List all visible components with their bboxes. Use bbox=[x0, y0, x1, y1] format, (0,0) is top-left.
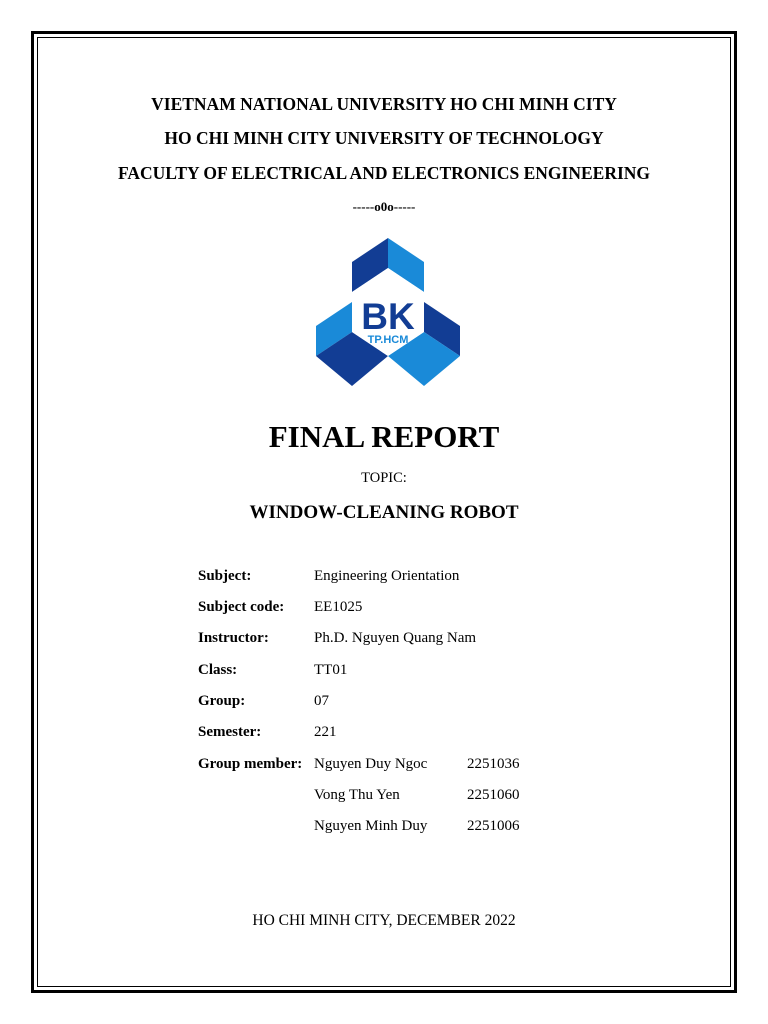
member-id: 2251060 bbox=[467, 787, 520, 803]
info-value: EE1025 bbox=[314, 599, 363, 615]
info-label: Semester: bbox=[198, 724, 262, 740]
separator: -----o0o----- bbox=[352, 199, 416, 214]
faculty-name: FACULTY OF ELECTRICAL AND ELECTRONICS ENGINEERING bbox=[117, 163, 651, 183]
info-value: Engineering Orientation bbox=[314, 568, 460, 584]
logo-sub-text: TP.HCM bbox=[367, 334, 409, 346]
info-label: Class: bbox=[198, 662, 238, 678]
member-id: 2251036 bbox=[467, 756, 520, 772]
topic-title: WINDOW-CLEANING ROBOT bbox=[249, 502, 519, 523]
bk-logo bbox=[316, 238, 460, 386]
report-title: FINAL REPORT bbox=[268, 419, 500, 454]
info-value: 07 bbox=[314, 693, 329, 709]
topic-label: TOPIC: bbox=[361, 470, 407, 486]
info-value: Ph.D. Nguyen Quang Nam bbox=[314, 630, 477, 646]
info-label: Subject: bbox=[198, 568, 252, 584]
info-label: Subject code: bbox=[198, 599, 285, 615]
member-name: Vong Thu Yen bbox=[314, 787, 400, 803]
group-member-label: Group member: bbox=[198, 756, 303, 772]
info-value: TT01 bbox=[314, 662, 348, 678]
member-id: 2251006 bbox=[467, 818, 520, 834]
member-name: Nguyen Duy Ngoc bbox=[314, 756, 428, 772]
school-name: HO CHI MINH CITY UNIVERSITY OF TECHNOLOGY bbox=[164, 128, 604, 148]
info-value: 221 bbox=[314, 724, 337, 740]
member-name: Nguyen Minh Duy bbox=[314, 818, 428, 834]
info-label: Group: bbox=[198, 693, 246, 709]
location-date: HO CHI MINH CITY, DECEMBER 2022 bbox=[252, 912, 516, 929]
logo-main-text: BK bbox=[361, 296, 415, 337]
info-label: Instructor: bbox=[198, 630, 269, 646]
university-name: VIETNAM NATIONAL UNIVERSITY HO CHI MINH CITY bbox=[151, 94, 617, 114]
